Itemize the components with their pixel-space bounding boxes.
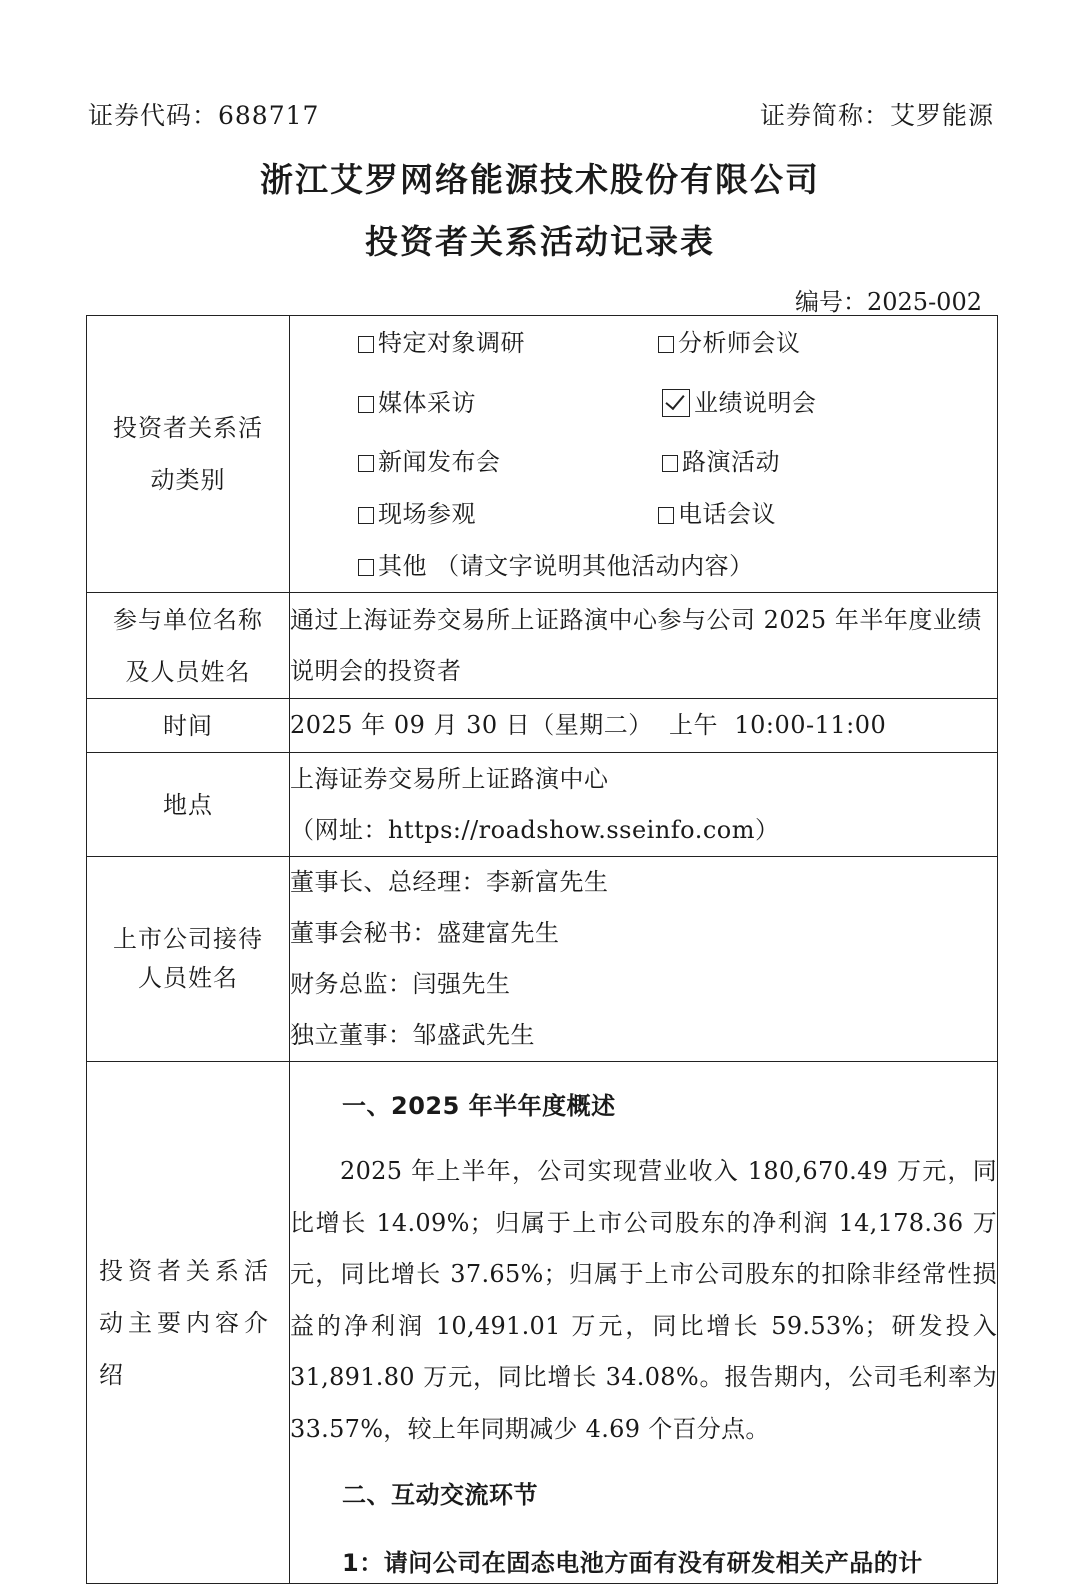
section1-title: 一、2025 年半年度概述 [342,1092,616,1120]
checkbox-icon[interactable] [358,336,374,353]
activity-type-options [290,316,998,593]
row-content [87,1062,998,1584]
record-table [86,315,998,1584]
label-activity-type [87,316,290,593]
document-title: 投资者关系活动记录表 [365,222,715,261]
checkbox-icon[interactable] [358,559,374,576]
label-location: 地点 [87,753,290,857]
time-value: 2025 年 09 月 30 日（星期二） 上午 10:00-11:00 [290,699,998,753]
label-content: 投资者关系活动主要内容介绍 [87,1062,290,1584]
stock-abbreviation: 证券简称：艾罗能源 [759,101,994,130]
stock-code: 证券代码：688717 [88,101,320,130]
option-specific-research[interactable]: 特定对象调研 [358,328,525,358]
row-activity-type [87,316,998,593]
question-1: 1：请问公司在固态电池方面有没有研发相关产品的计 [342,1549,923,1577]
option-roadshow[interactable]: 路演活动 [662,447,780,477]
label-reception: 上市公司接待人员姓名 [87,857,290,1062]
label-activity-type-text: 投资者关系活动类别 [113,414,263,494]
reception-person: 财务总监：闫强先生 [290,970,511,998]
serial-number: 编号：2025-002 [795,288,982,316]
label-time: 时间 [87,699,290,753]
option-media-interview[interactable]: 媒体采访 [358,388,476,418]
checkbox-icon[interactable] [662,455,678,472]
content-value [290,1062,998,1584]
row-location [87,753,998,857]
reception-person: 独立董事：邹盛武先生 [290,1021,535,1049]
reception-person: 董事长、总经理：李新富先生 [290,868,609,896]
reception-person: 董事会秘书：盛建富先生 [290,919,560,947]
checkbox-icon[interactable] [658,507,674,524]
checkbox-icon[interactable] [658,336,674,353]
checkbox-checked-icon[interactable] [662,389,690,417]
section2-title: 二、互动交流环节 [342,1481,538,1509]
checkbox-icon[interactable] [358,396,374,413]
section1-text: 2025 年上半年，公司实现营业收入 180,670.49 万元，同比增长 14.09%；归属于上市公司股东的净利润 14,178.36 万元，同比增长 37.65%；归属于上市公司股东的扣除非经常性损益的净利润 10,491.01 万元，同比增长 59.53%；研发投入 31,891.80 万元，同比增长 34.08%。报告期内，公司毛利率为 33.57%，较上年同期减少 4.69 个百分点。 [290,1157,997,1443]
location-url: （网址：https://roadshow.sseinfo.com） [290,815,780,844]
location-line1: 上海证券交易所上证路演中心 [290,764,609,793]
row-reception [87,857,998,1062]
checkbox-icon[interactable] [358,507,374,524]
label-participants: 参与单位名称及人员姓名 [87,593,290,699]
option-site-visit[interactable]: 现场参观 [358,499,476,529]
reception-value [290,857,998,1062]
row-participants [87,593,998,699]
company-name-title: 浙江艾罗网络能源技术股份有限公司 [260,160,820,199]
option-analyst-meeting[interactable]: 分析师会议 [658,328,801,358]
option-other[interactable]: 其他 （请文字说明其他活动内容） [358,551,754,581]
location-value [290,753,998,857]
option-press-conference[interactable]: 新闻发布会 [358,447,501,477]
row-time [87,699,998,753]
option-results-briefing[interactable]: 业绩说明会 [662,388,817,418]
participants-value: 通过上海证券交易所上证路演中心参与公司 2025 年半年度业绩说明会的投资者 [290,593,998,699]
option-conference-call[interactable]: 电话会议 [658,499,776,529]
checkbox-icon[interactable] [358,455,374,472]
